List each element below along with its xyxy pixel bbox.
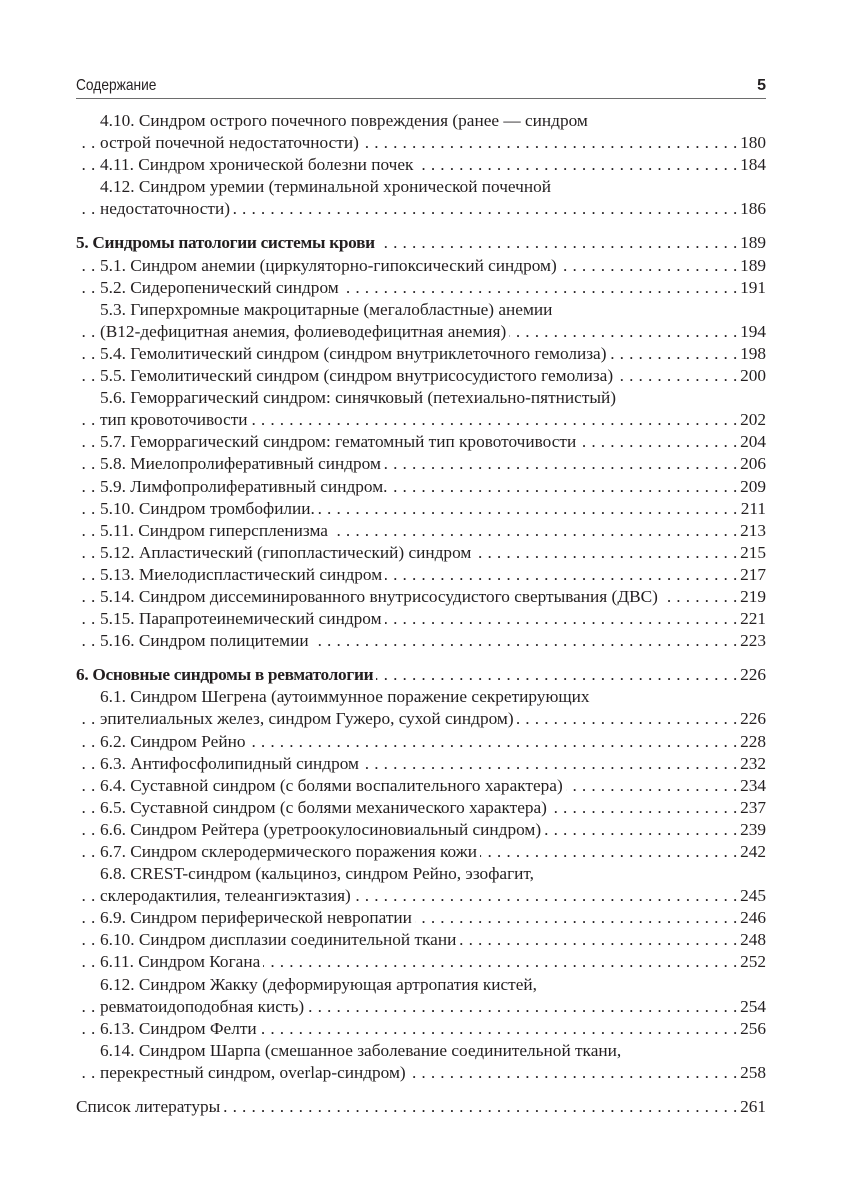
section-gap: [76, 1084, 766, 1096]
toc-entry-text: 4.12. Синдром уремии (терминальной хронической почечной: [100, 177, 554, 196]
toc-entry-text: 5.11. Синдром гиперспленизма: [100, 521, 331, 540]
toc-entry-text: 6.2. Синдром Рейно: [100, 732, 248, 751]
toc-entry-text: тип кровоточивости: [100, 410, 251, 429]
toc-entry[interactable]: [76, 753, 766, 775]
toc-entry-text: недостаточности): [100, 199, 233, 218]
toc-entry-text: ревматоидоподобная кисть): [100, 997, 307, 1016]
toc-heading-text: 5. Синдромы патологии системы крови: [76, 233, 378, 252]
toc-entry[interactable]: [76, 564, 766, 586]
toc-page-number: 180: [738, 132, 766, 154]
toc-entry[interactable]: [76, 1040, 766, 1062]
toc-entry[interactable]: [76, 885, 766, 907]
toc-entry-text: 6.11. Синдром Когана: [100, 952, 263, 971]
toc-entry-text: перекрестный синдром, overlap-синдром): [100, 1063, 409, 1082]
toc-entry-text: 5.13. Миелодиспластический синдром: [100, 565, 385, 584]
toc-entry[interactable]: [76, 365, 766, 387]
toc-page-number: 211: [739, 498, 766, 520]
toc-entry-text: 6.1. Синдром Шегрена (аутоиммунное поражение секретирующих: [100, 687, 593, 706]
toc-page-number: 242: [738, 841, 766, 863]
toc-entry-text: 5.15. Парапротеинемический синдром: [100, 609, 385, 628]
toc-page-number: 232: [738, 753, 766, 775]
toc-entry-text: эпителиальных желез, синдром Гужеро, сухой синдром): [100, 709, 517, 728]
toc-page-number: 252: [738, 951, 766, 973]
toc-page-number: 213: [738, 520, 766, 542]
toc-page-number: 189: [738, 255, 766, 277]
toc-entry[interactable]: [76, 929, 766, 951]
toc-page-number: 184: [738, 154, 766, 176]
toc-page-number: 234: [738, 775, 766, 797]
toc-entry-text: 6.14. Синдром Шарпа (смешанное заболевание соединительной ткани,: [100, 1041, 624, 1060]
toc-entry[interactable]: [76, 841, 766, 863]
toc-page-number: 206: [738, 453, 766, 475]
toc-entry[interactable]: [76, 731, 766, 753]
toc-page-number: 204: [738, 431, 766, 453]
toc-entry[interactable]: [76, 299, 766, 321]
toc-page-number: 226: [738, 708, 766, 730]
toc-page-number: 191: [738, 277, 766, 299]
toc-entry[interactable]: [76, 951, 766, 973]
toc-entry-text: острой почечной недостаточности): [100, 133, 362, 152]
running-header-title: Содержание: [76, 77, 157, 94]
toc-page-number: 219: [738, 586, 766, 608]
toc-entry-text: 5.14. Синдром диссеминированного внутрисосудистого свертывания (ДВС): [100, 587, 661, 606]
toc-entry-text: 5.10. Синдром тромбофилии.: [100, 499, 318, 518]
toc-entry-text: 5.16. Синдром полицитемии: [100, 631, 312, 650]
toc-entry-text: 5.4. Гемолитический синдром (синдром внутриклеточного гемолиза): [100, 344, 609, 363]
toc-entry[interactable]: [76, 708, 766, 730]
toc-heading-text: Список литературы: [76, 1097, 223, 1116]
toc-entry[interactable]: [76, 819, 766, 841]
toc-entry[interactable]: [76, 775, 766, 797]
toc-entry[interactable]: [76, 321, 766, 343]
toc-entry[interactable]: [76, 343, 766, 365]
toc-chapter-5[interactable]: [76, 232, 766, 254]
section-gap: [76, 652, 766, 664]
toc-entry[interactable]: [76, 797, 766, 819]
toc-entry[interactable]: [76, 907, 766, 929]
toc-entry-text: 5.9. Лимфопролиферативный синдром.: [100, 477, 390, 496]
toc-page-number: 228: [738, 731, 766, 753]
toc-entry[interactable]: [76, 1018, 766, 1040]
toc-entry[interactable]: [76, 686, 766, 708]
toc-entry[interactable]: [76, 132, 766, 154]
toc-entry[interactable]: [76, 630, 766, 652]
toc-entry[interactable]: [76, 453, 766, 475]
toc-references[interactable]: [76, 1096, 766, 1118]
toc-page-number: 194: [738, 321, 766, 343]
page-number: 5: [757, 77, 766, 94]
toc-page-number: 226: [738, 664, 766, 686]
running-header: [76, 74, 766, 99]
toc-entry-text: 6.13. Синдром Фелти: [100, 1019, 260, 1038]
toc-page-number: 209: [738, 476, 766, 498]
toc-entry-text: 6.4. Суставной синдром (с болями воспалительного характера): [100, 776, 566, 795]
toc-page-number: 248: [738, 929, 766, 951]
toc-page-number: 256: [738, 1018, 766, 1040]
toc-entry[interactable]: [76, 198, 766, 220]
toc-entry-text: 5.7. Геморрагический синдром: гематомный тип кровоточивости: [100, 432, 579, 451]
toc-entry[interactable]: [76, 154, 766, 176]
toc-entry[interactable]: [76, 974, 766, 996]
toc-entry-text: 6.8. CREST-синдром (кальциноз, синдром Рейно, эзофагит,: [100, 864, 537, 883]
toc-entry-text: 5.3. Гиперхромные макроцитарные (мегалобластные) анемии: [100, 300, 555, 319]
toc-entry-text: (В12-дефицитная анемия, фолиеводефицитная анемия): [100, 322, 509, 341]
toc-entry-text: склеродактилия, телеангиэктазия): [100, 886, 354, 905]
toc-entry-text: 6.6. Синдром Рейтера (уретроокулосиновиальный синдром): [100, 820, 544, 839]
toc-entry[interactable]: [76, 520, 766, 542]
section-gap: [76, 220, 766, 232]
toc-entry-text: 6.5. Суставной синдром (с болями механического характера): [100, 798, 550, 817]
toc-entry-text: 5.12. Апластический (гипопластический) синдром: [100, 543, 474, 562]
toc-entry[interactable]: [76, 996, 766, 1018]
toc-page-number: 258: [738, 1062, 766, 1084]
toc-entry-text: 6.9. Синдром периферической невропатии: [100, 908, 415, 927]
table-of-contents: [76, 110, 766, 1118]
toc-entry[interactable]: [76, 476, 766, 498]
toc-entry[interactable]: [76, 1062, 766, 1084]
toc-page-number: 202: [738, 409, 766, 431]
toc-heading-text: 6. Основные синдромы в ревматологии: [76, 665, 376, 684]
toc-entry[interactable]: [76, 431, 766, 453]
toc-page-number: 223: [738, 630, 766, 652]
toc-page-number: 237: [738, 797, 766, 819]
toc-page-number: 254: [738, 996, 766, 1018]
toc-entry[interactable]: [76, 387, 766, 409]
toc-page-number: 217: [738, 564, 766, 586]
toc-page-number: 221: [738, 608, 766, 630]
toc-entry[interactable]: [76, 277, 766, 299]
toc-entry[interactable]: [76, 176, 766, 198]
toc-page-number: 200: [738, 365, 766, 387]
toc-page-number: 198: [738, 343, 766, 365]
toc-page-number: 246: [738, 907, 766, 929]
toc-entry-text: 6.10. Синдром дисплазии соединительной ткани: [100, 930, 459, 949]
toc-entry[interactable]: [76, 586, 766, 608]
toc-chapter-6[interactable]: [76, 664, 766, 686]
toc-entry[interactable]: [76, 542, 766, 564]
toc-page-number: 189: [738, 232, 766, 254]
toc-entry[interactable]: [76, 255, 766, 277]
toc-entry-text: 5.5. Гемолитический синдром (синдром внутрисосудистого гемолиза): [100, 366, 616, 385]
toc-entry[interactable]: [76, 863, 766, 885]
toc-page-number: 186: [738, 198, 766, 220]
toc-entry[interactable]: [76, 110, 766, 132]
toc-entry-text: 6.12. Синдром Жакку (деформирующая артропатия кистей,: [100, 975, 540, 994]
toc-entry-text: 6.3. Антифосфолипидный синдром: [100, 754, 362, 773]
toc-page-number: 215: [738, 542, 766, 564]
toc-entry-text: 4.10. Синдром острого почечного повреждения (ранее — синдром: [100, 111, 591, 130]
toc-entry-text: 5.6. Геморрагический синдром: синячковый (петехиально-пятнистый): [100, 388, 619, 407]
toc-entry[interactable]: [76, 409, 766, 431]
toc-entry-text: 6.7. Синдром склеродермического поражения кожи: [100, 842, 480, 861]
toc-page-number: 239: [738, 819, 766, 841]
toc-entry-text: 4.11. Синдром хронической болезни почек: [100, 155, 416, 174]
toc-page-number: 261: [738, 1096, 766, 1118]
toc-entry-text: 5.1. Синдром анемии (циркуляторно-гипоксический синдром): [100, 256, 560, 275]
toc-entry[interactable]: [76, 608, 766, 630]
toc-entry-text: 5.8. Миелопролиферативный синдром: [100, 454, 384, 473]
toc-page-number: 245: [738, 885, 766, 907]
toc-entry-text: 5.2. Сидеропенический синдром: [100, 278, 342, 297]
toc-entry[interactable]: [76, 498, 766, 520]
